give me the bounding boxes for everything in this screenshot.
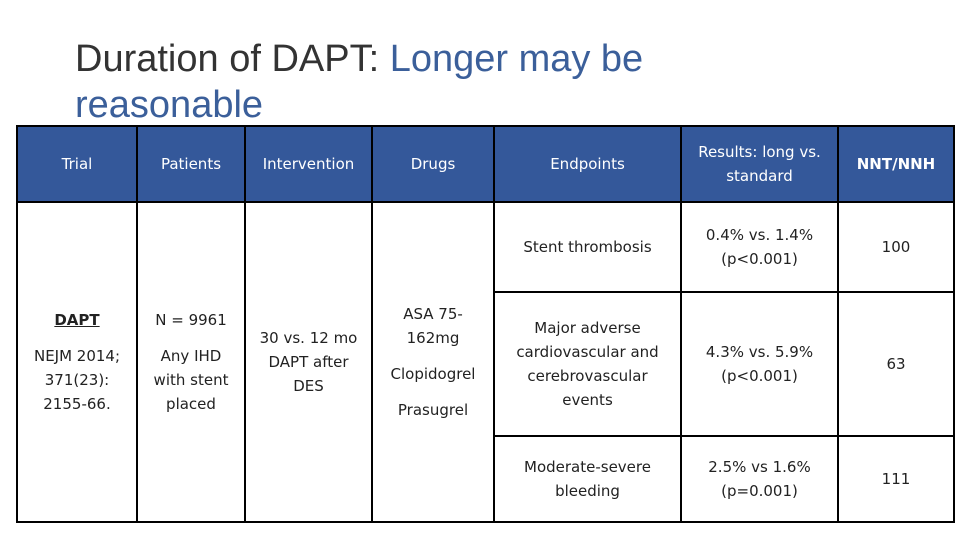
dapt-trial-table: [16, 125, 955, 523]
header-patients: Patients: [137, 126, 245, 202]
nnt-cell: 63: [838, 292, 954, 436]
nnt-cell: 100: [838, 202, 954, 292]
trial-cell: [17, 202, 137, 522]
trial-citation: NEJM 2014; 371(23): 2155-66.: [33, 347, 121, 413]
header-trial: Trial: [17, 126, 137, 202]
endpoint-cell: Major adverse cardiovascular and cerebrovascular events: [494, 292, 681, 436]
intervention-cell: 30 vs. 12 mo DAPT after DES: [245, 202, 372, 522]
drugs-cell: [372, 202, 494, 522]
patients-cell: [137, 202, 245, 522]
endpoint-cell: Stent thrombosis: [494, 202, 681, 292]
patients-description: Any IHD with stent placed: [153, 347, 229, 413]
drug-item: ASA 75-162mg: [403, 305, 463, 347]
drug-item: Prasugrel: [397, 401, 469, 419]
result-cell: 2.5% vs 1.6% (p=0.001): [681, 436, 838, 522]
trial-name: DAPT: [54, 311, 100, 329]
table-row: [17, 202, 954, 292]
title-main: Duration of DAPT:: [75, 38, 390, 80]
table-header-row: [17, 126, 954, 202]
result-cell: 4.3% vs. 5.9% (p<0.001): [681, 292, 838, 436]
header-intervention: Intervention: [245, 126, 372, 202]
header-nnt: NNT/NNH: [838, 126, 954, 202]
header-results: Results: long vs. standard: [681, 126, 838, 202]
endpoint-cell: Moderate-severe bleeding: [494, 436, 681, 522]
drug-item: Clopidogrel: [390, 365, 476, 383]
nnt-cell: 111: [838, 436, 954, 522]
slide-title: [75, 36, 835, 128]
patients-count: N = 9961: [155, 311, 227, 329]
result-cell: 0.4% vs. 1.4% (p<0.001): [681, 202, 838, 292]
header-drugs: Drugs: [372, 126, 494, 202]
header-endpoints: Endpoints: [494, 126, 681, 202]
title-accent: Longer may be reasonable: [75, 38, 644, 126]
